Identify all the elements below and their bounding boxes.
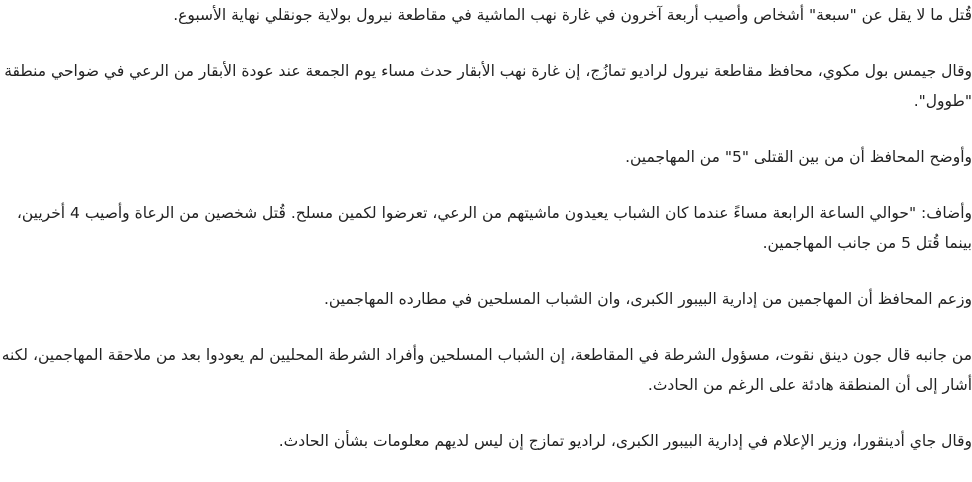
article-paragraph-7: وقال جاي أدينقورا، وزير الإعلام في إدارية البيبور الكبرى، لراديو تمازج إن ليس لديهم معلومات بشأن الحادث. (278, 432, 972, 450)
article-paragraph-2: وقال جيمس بول مكوي، محافظ مقاطعة نيرول لراديو تمازُج، إن غارة نهب الأبقار حدث مساء يوم الجمعة عند عودة الأبقار من الرعي في ضواحي منطقة "طوول". (4, 62, 972, 110)
article-paragraph-6: من جانبه قال جون دينق نقوت، مسؤول الشرطة في المقاطعة، إن الشباب المسلحين وأفراد الشرطة المحليين لم يعودوا بعد من ملاحقة المهاجمين، لكنه أشار إلى أن المنطقة هادئة على الرغم من الحادث. (1, 346, 972, 394)
article-paragraph-3: وأوضح المحافظ أن من بين القتلى "5" من المهاجمين. (625, 148, 972, 166)
article-paragraph-4: وأضاف: "حوالي الساعة الرابعة مساءً عندما كان الشباب يعيدون ماشيتهم من الرعي، تعرضوا لكمين مسلح. قُتل شخصين من الرعاة وأصيب 4 أخريين، بينما قُتل 5 من جانب المهاجمين. (16, 204, 972, 252)
article-paragraph-1: قُتل ما لا يقل عن "سبعة" أشخاص وأصيب أربعة آخرون في غارة نهب الماشية في مقاطعة نيرول بولاية جونقلي نهاية الأسبوع. (173, 6, 972, 24)
article-paragraph-5: وزعم المحافظ أن المهاجمين من إدارية البيبور الكبرى، وان الشباب المسلحين في مطارده المهاجمين. (323, 290, 972, 308)
